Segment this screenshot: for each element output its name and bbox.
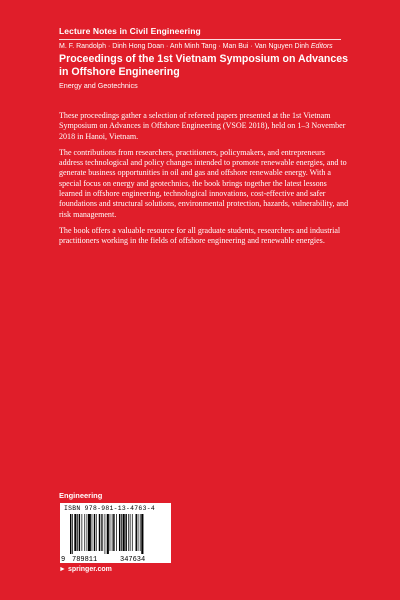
series-title: Lecture Notes in Civil Engineering (59, 26, 201, 36)
barcode-bar (128, 514, 129, 551)
barcode-bar (105, 514, 106, 554)
barcode-bar (82, 514, 83, 551)
barcode-bar (130, 514, 131, 551)
barcode-bar (79, 514, 80, 551)
blurb-paragraph: The book offers a valuable resource for all graduate students, researchers and industrial practitioners working in the fields of offshore engineering and renewable energies. (59, 225, 341, 246)
barcode-bar (112, 514, 113, 551)
barcode-bar (119, 514, 120, 551)
barcode-bar (107, 514, 109, 554)
isbn-number: ISBN 978-981-13-4763-4 (64, 505, 155, 512)
barcode-bar (125, 514, 126, 551)
barcode-bar (140, 514, 141, 551)
publisher-url (59, 566, 112, 573)
author-names: M. F. Randolph · Dinh Hong Doan · Anh Minh Tang · Man Bui · Van Nguyen Dinh (59, 43, 309, 50)
barcode-bar (70, 514, 71, 554)
barcode (60, 503, 171, 563)
blurb-paragraph: The contributions from researchers, practitioners, policymakers, and entrepreneurs address technological and policy changes intended to promote renewable energies, and to generate business opportunities in oil and gas and offshore renewable energy. With a special focus on energy and geotechnics, the book brings together the latest lessons learned in offshore engineering, technological innovations, cost-effective and safer foundations and structural solutions, environmental protection, hazards, vulnerability, and risk management. (59, 147, 349, 219)
barcode-bar (101, 514, 102, 551)
ean-first-digit: 9 (61, 556, 66, 563)
barcode-bar (116, 514, 117, 551)
barcode-bar (74, 514, 76, 551)
blurb (59, 111, 349, 253)
barcode-bar (121, 514, 122, 551)
book-title: Proceedings of the 1st Vietnam Symposium on Advances in Offshore Engineering (59, 53, 349, 78)
barcode-bar (132, 514, 133, 551)
barcode-bar (99, 514, 100, 551)
barcode-bar (72, 514, 73, 554)
barcode-bar (141, 514, 143, 554)
barcode-bar (88, 514, 91, 551)
barcode-bar (136, 514, 137, 551)
ean-left-group: 789811 (72, 556, 98, 563)
barcode-bar (84, 514, 85, 551)
barcode-bar (110, 514, 111, 551)
blurb-paragraph: These proceedings gather a selection of refereed papers presented at the 1st Vietnam Symposium on Advances in Offshore Engineering (VSOE 2018), held on 1–3 November 2018 in Hanoi, Vietnam. (59, 111, 346, 141)
barcode-bar (113, 514, 114, 551)
editors-label: Editors (310, 43, 333, 50)
author-line (59, 43, 359, 50)
publisher-url-text[interactable]: springer.com (67, 566, 112, 573)
subject-category: Engineering (59, 491, 103, 500)
ean-right-group: 347634 (120, 556, 146, 563)
barcode-bar (87, 514, 88, 551)
barcode-bar (102, 514, 103, 551)
series-divider (59, 39, 341, 40)
barcode-bar (123, 514, 125, 551)
barcode-graphic (60, 503, 171, 563)
barcode-bar (96, 514, 97, 551)
arrow-icon: ► (59, 566, 66, 573)
book-subtitle: Energy and Geotechnics (59, 81, 138, 90)
barcode-bar (77, 514, 78, 551)
barcode-bar (92, 514, 93, 551)
barcode-bar (138, 514, 139, 551)
barcode-bar (94, 514, 95, 551)
